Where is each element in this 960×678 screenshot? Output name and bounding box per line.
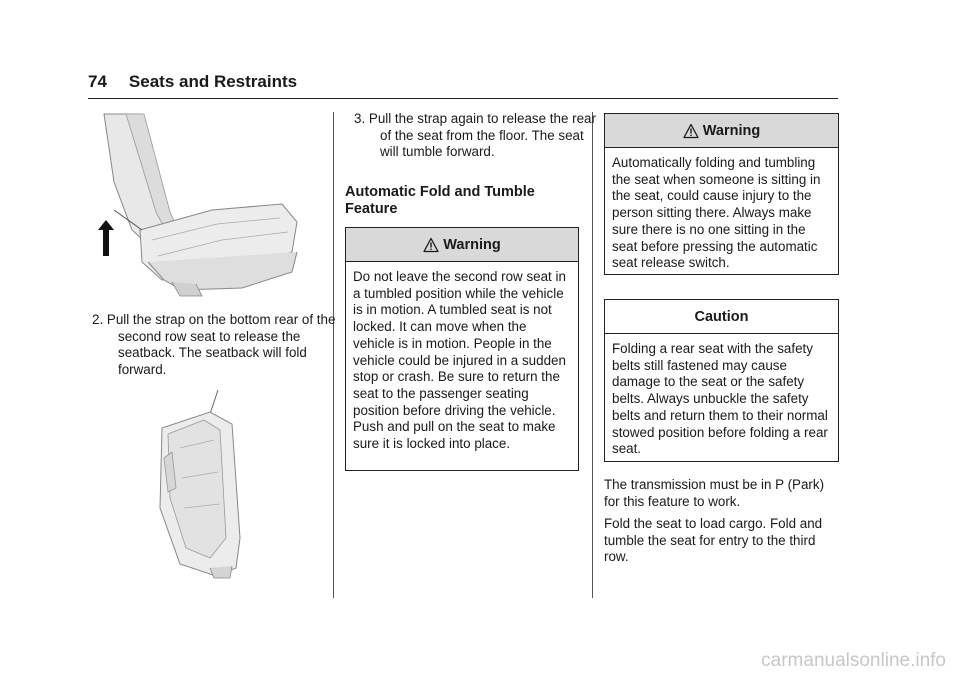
caution-body: Folding a rear seat with the safety belts still fastened may cause damage to the seat or the safety belts. Always unbuckle the safety belts and return them to their normal stowed position before folding a rear seat.	[612, 341, 828, 457]
up-arrow-icon	[98, 220, 114, 256]
warning-box-middle	[345, 227, 579, 471]
transmission-paragraph: The transmission must be in P (Park) for this feature to work.	[604, 477, 825, 509]
header-rule	[88, 98, 838, 99]
warning-title: Warning	[702, 122, 761, 139]
section-title: Seats and Restraints	[128, 72, 298, 91]
warning-box-right	[604, 113, 839, 275]
warning-box-header	[605, 114, 838, 148]
step-2-text: 2. Pull the strap on the bottom rear of the second row seat to release the seatback. The seatback will fold forward.	[92, 312, 336, 377]
warning-body: Do not leave the second row seat in a tumbled position while the vehicle is in motion. A tumbled seat is not locked. It can move when the vehicle is in motion. People in the vehicle could be injured in a sudden stop or crash. Be sure to return the seat to the passenger seating position before driving the vehicle. Push and pull on the seat to make sure it is locked into place.	[353, 269, 566, 452]
warning-triangle-icon	[683, 123, 699, 139]
page-number: 74	[88, 72, 107, 91]
folded-seat-illustration	[140, 388, 260, 580]
page-header	[88, 72, 297, 92]
step-3-text: 3. Pull the strap again to release the rear of the seat from the floor. The seat will tumble forward.	[354, 111, 596, 159]
caution-title: Caution	[694, 308, 749, 325]
fold-seat-paragraph: Fold the seat to load cargo. Fold and tumble the seat for entry to the third row.	[604, 516, 823, 564]
warning-triangle-icon	[423, 237, 439, 253]
column-divider-right	[592, 112, 593, 598]
seat-strap-illustration	[92, 112, 307, 300]
caution-box	[604, 299, 839, 462]
warning-box-header	[346, 228, 578, 262]
caution-box-header	[605, 300, 838, 334]
warning-title: Warning	[443, 236, 501, 253]
watermark: carmanualsonline.info	[761, 650, 946, 671]
subheading-auto-fold: Automatic Fold and Tumble Feature	[345, 184, 535, 217]
warning-body: Automatically folding and tumbling the seat when someone is sitting in the seat, could cause injury to the person sitting there. Always make sure there is no one sitting in the seat before pressing the automatic seat release switch.	[612, 155, 821, 271]
